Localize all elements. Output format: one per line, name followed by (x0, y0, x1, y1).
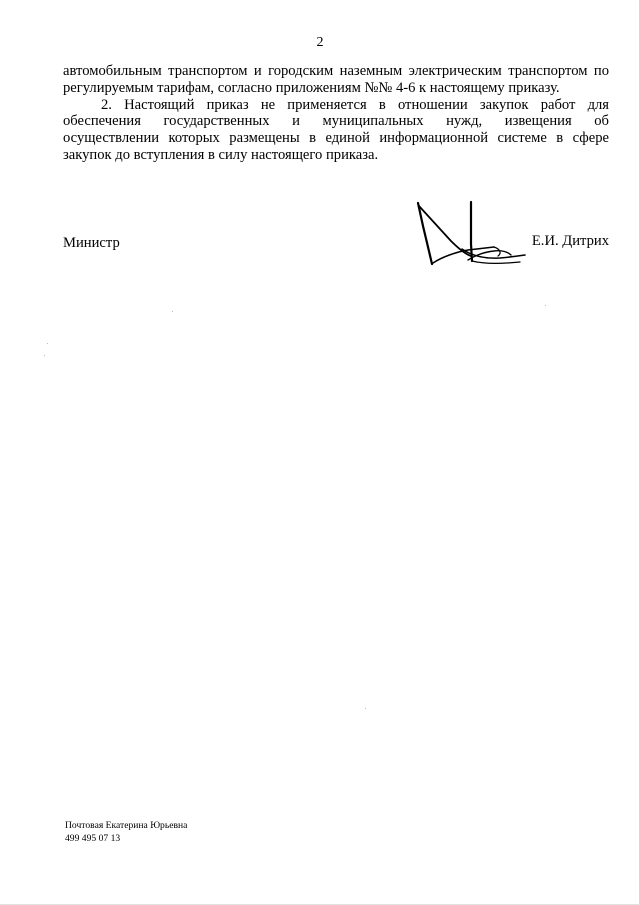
scan-speck (172, 311, 173, 312)
scan-speck (365, 708, 366, 709)
scan-speck (44, 355, 45, 356)
page-number: 2 (316, 35, 324, 50)
paragraph-item2-line-4: закупок до вступления в силу настоящего приказа. (63, 147, 379, 163)
paragraph-item2-line-1: 2. Настоящий приказ не применяется в отношении закупок работ для (101, 97, 609, 113)
paragraph-item2-line-3: осуществлении которых размещены в единой информационной системе в сфере (63, 130, 609, 146)
scan-speck (545, 305, 546, 306)
handwritten-signature (414, 200, 530, 272)
paragraph-continuation-line-2: регулируемым тарифам, согласно приложениям №№ 4-6 к настоящему приказу. (63, 80, 560, 96)
paragraph-continuation-line-1: автомобильным транспортом и городским наземным электрическим транспортом по (63, 63, 609, 79)
paragraph-item2-line-2: обеспечения государственных и муниципальных нужд, извещения об (63, 113, 609, 129)
contact-name: Почтовая Екатерина Юрьевна (65, 820, 188, 831)
signatory-title: Министр (63, 235, 120, 251)
scan-speck (47, 343, 48, 344)
contact-phone: 499 495 07 13 (65, 833, 121, 844)
signatory-name: Е.И. Дитрих (531, 233, 609, 249)
